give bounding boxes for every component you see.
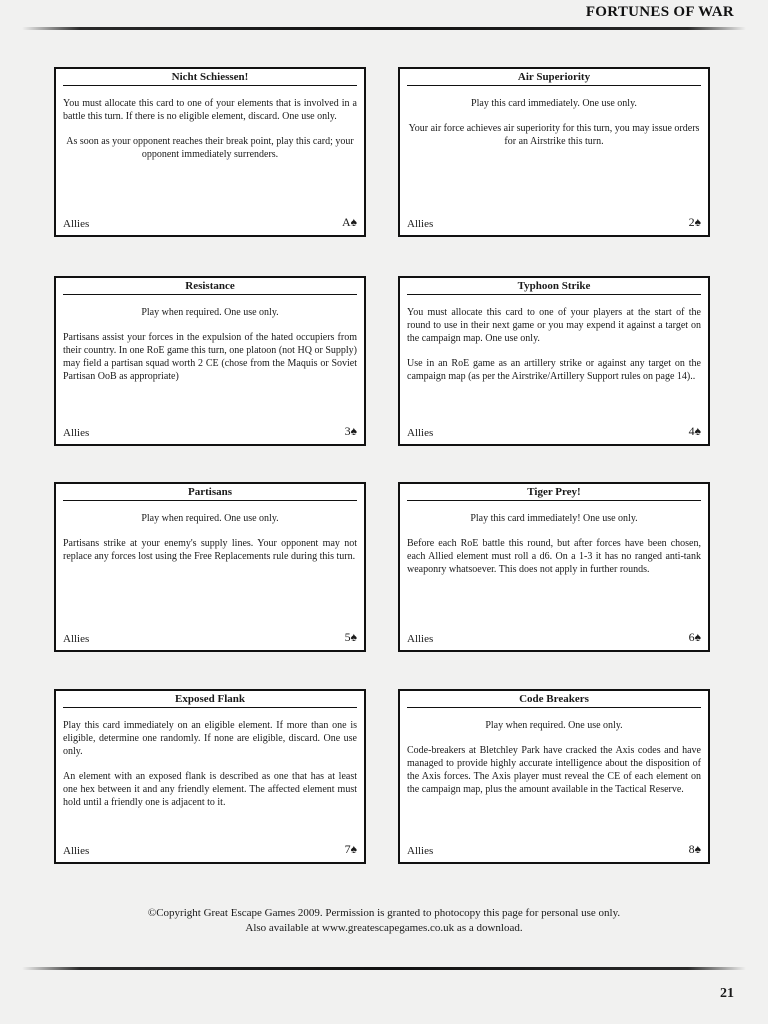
card-tiger-prey — [398, 482, 710, 652]
card-text: Use in an RoE game as an artillery strike or against any target on the campaign map (as per the Airstrike/Artillery Support rules on page 14).. — [407, 358, 701, 382]
card-text: Play this card immediately on an eligible element. If more than one is eligible, determine one randomly. If none are eligible, discard. One use only. — [63, 720, 357, 757]
card-text: Partisans assist your forces in the expulsion of the hated occupiers from their country. In one RoE game this turn, one platoon (not HQ or Supply) may field a partisan squad worth 2 CE (chose from the Maquis or Soviet Partisan OoB as appropriate) — [63, 332, 357, 382]
card-nicht-schiessen — [54, 67, 366, 237]
card-side-label: Allies — [63, 633, 90, 645]
copyright-line: ©Copyright Great Escape Games 2009. Permission is granted to photocopy this page for personal use only. — [147, 907, 621, 919]
card-title: Typhoon Strike — [407, 280, 701, 295]
card-text: As soon as your opponent reaches their break point, play this card; your opponent immediately surrenders. — [66, 136, 354, 160]
card-body — [63, 719, 357, 821]
card-title: Air Superiority — [407, 71, 701, 86]
card-side-label: Allies — [407, 427, 434, 439]
page-header-title: FORTUNES OF WAR — [585, 4, 734, 20]
card-resistance — [54, 276, 366, 446]
bottom-divider — [22, 967, 746, 970]
card-text: Play when required. One use only. — [141, 307, 279, 318]
card-title: Tiger Prey! — [407, 486, 701, 501]
card-text: Before each RoE battle this round, but after forces have been chosen, each Allied element must roll a d6. On a 1-3 it has no ranged anti-tank weaponry whatsoever. This does not apply in further rounds. — [407, 538, 701, 575]
card-side-label: Allies — [407, 218, 434, 230]
card-typhoon-strike — [398, 276, 710, 446]
card-side-label: Allies — [63, 845, 90, 857]
card-code-breakers — [398, 689, 710, 864]
card-body — [407, 719, 701, 808]
card-partisans — [54, 482, 366, 652]
card-text: An element with an exposed flank is described as one that has at least one hex between it and any friendly element. The affected element must hold until a friendly one is adjacent to it. — [63, 771, 357, 808]
card-text: Your air force achieves air superiority for this turn, you may issue orders for an Airstrike this turn. — [408, 123, 700, 147]
card-value: 4♠ — [688, 424, 701, 438]
card-value: 6♠ — [688, 630, 701, 644]
card-value: 8♠ — [688, 842, 701, 856]
card-value: 3♠ — [344, 424, 357, 438]
top-divider — [22, 27, 746, 30]
card-air-superiority — [398, 67, 710, 237]
card-title: Resistance — [63, 280, 357, 295]
page-number: 21 — [720, 986, 734, 1001]
card-value: 5♠ — [344, 630, 357, 644]
download-line: Also available at www.greatescapegames.co.uk as a download. — [245, 922, 523, 934]
card-exposed-flank — [54, 689, 366, 864]
card-text: You must allocate this card to one of your elements that is involved in a battle this turn. If there is no eligible element, discard. One use only. — [63, 98, 357, 122]
card-text: You must allocate this card to one of your players at the start of the round to use in their next game or you may expend it against a target on the campaign map. One use only. — [407, 307, 701, 344]
card-side-label: Allies — [407, 633, 434, 645]
card-side-label: Allies — [407, 845, 434, 857]
card-body — [63, 306, 357, 395]
card-text: Code-breakers at Bletchley Park have cracked the Axis codes and have managed to provide highly accurate intelligence about the disposition of the Axis forces. The Axis player must reveal the CE of each element on the campaign map, plus the amount available in the Tactical Reserve. — [407, 745, 701, 795]
card-text: Partisans strike at your enemy's supply lines. Your opponent may not replace any forces lost using the Free Replacements rule during this turn. — [63, 538, 357, 562]
card-body — [407, 97, 701, 160]
card-side-label: Allies — [63, 427, 90, 439]
card-title: Partisans — [63, 486, 357, 501]
copyright-notice — [0, 906, 768, 936]
card-text: Play this card immediately. One use only. — [471, 98, 637, 109]
card-value: 7♠ — [344, 842, 357, 856]
card-title: Nicht Schiessen! — [63, 71, 357, 86]
card-body — [407, 306, 701, 395]
card-body — [407, 512, 701, 588]
card-text: Play when required. One use only. — [141, 513, 279, 524]
card-text: Play this card immediately! One use only. — [470, 513, 638, 524]
card-text: Play when required. One use only. — [485, 720, 623, 731]
card-value: 2♠ — [688, 215, 701, 229]
card-value: A♠ — [341, 215, 357, 229]
card-body — [63, 97, 357, 173]
card-title: Exposed Flank — [63, 693, 357, 708]
card-body — [63, 512, 357, 575]
card-side-label: Allies — [63, 218, 90, 230]
card-title: Code Breakers — [407, 693, 701, 708]
